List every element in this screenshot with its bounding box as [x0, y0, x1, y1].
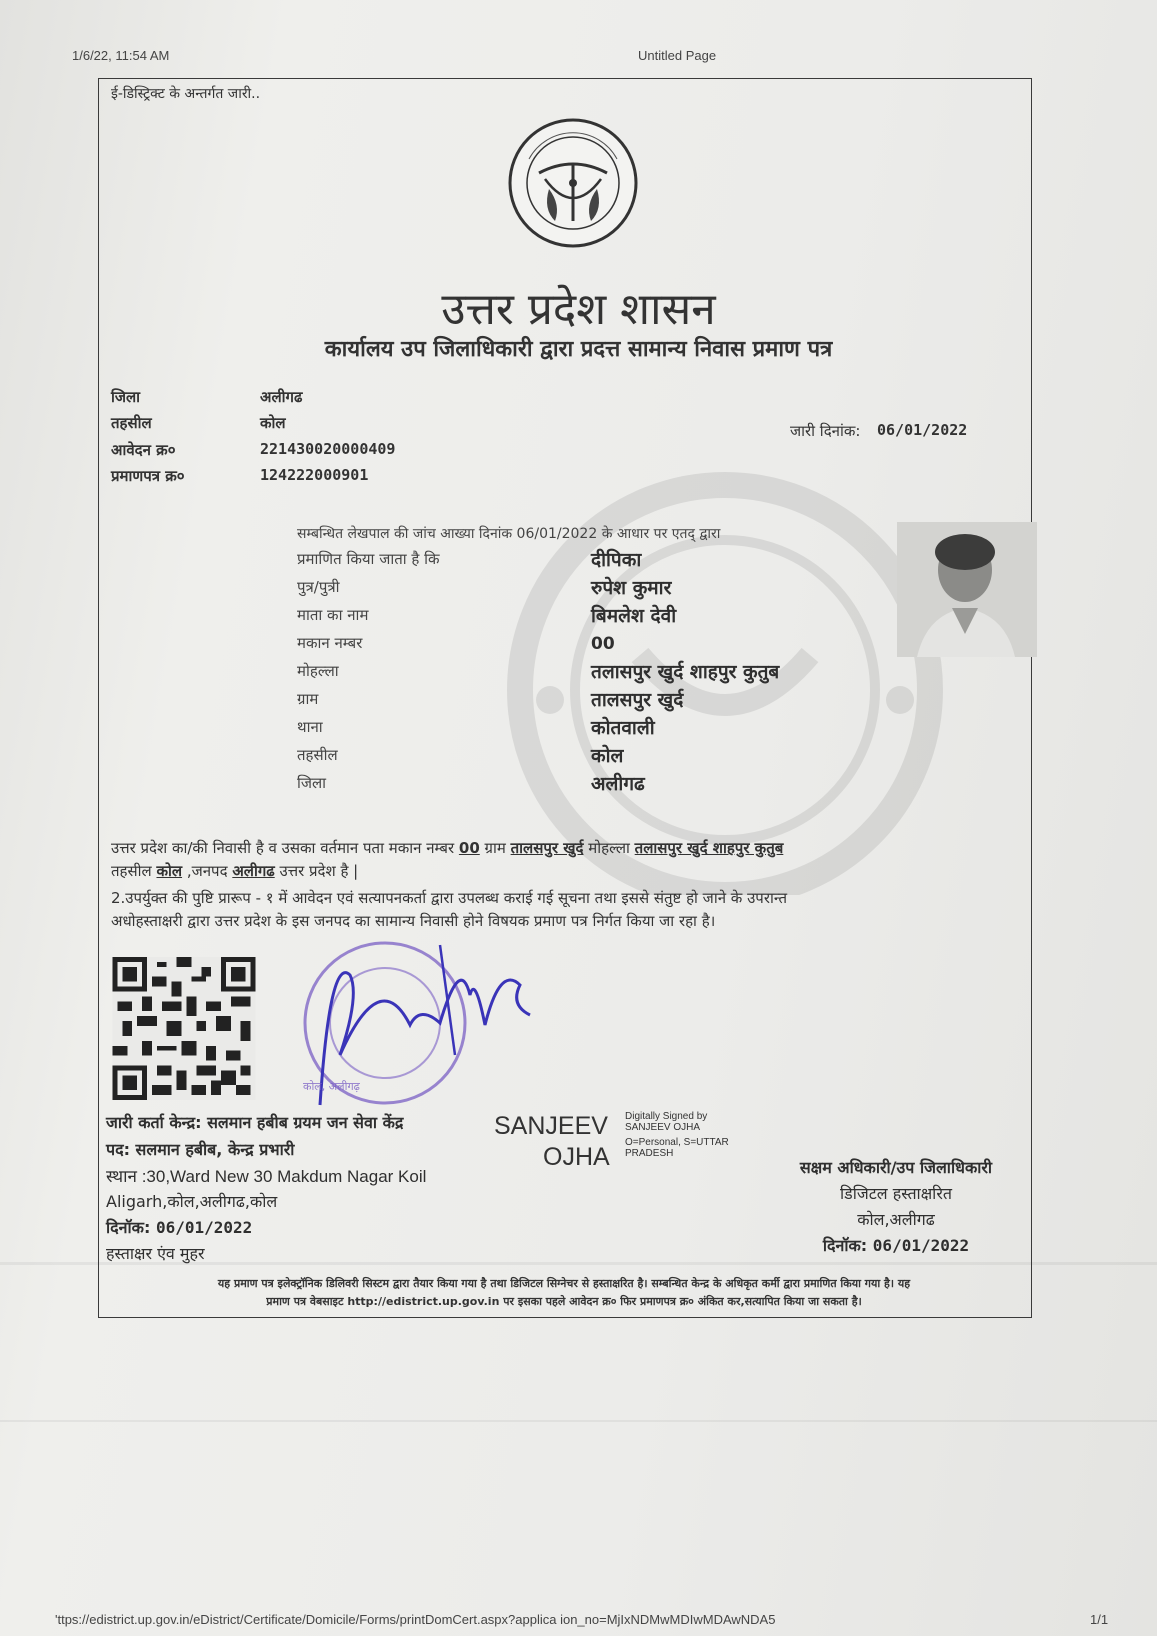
- declaration-line: अधोहस्ताक्षरी द्वारा उत्तर प्रदेश के इस जनपद का सामान्य निवासी होने विषयक प्रमाण पत्र निर्गत किया जा रहा है।: [111, 912, 716, 930]
- signature-line: Digitally Signed by: [625, 1111, 708, 1122]
- issued-under-text: ई-डिस्ट्रिक्ट के अन्तर्गत जारी..: [111, 86, 261, 102]
- signature-line: O=Personal, S=UTTAR: [625, 1137, 729, 1148]
- print-page-number: 1/1: [1090, 1612, 1109, 1627]
- issuer-date: [106, 1216, 252, 1238]
- detail-label: ग्राम: [297, 690, 319, 708]
- intro-text: सम्बन्धित लेखपाल की जांच आख्या दिनांक 06/01/2022 के आधार पर एतद् द्वारा: [297, 526, 721, 542]
- stamp-text: कोल, अलीगढ़: [303, 1080, 360, 1093]
- declaration-line: 2.उपर्युक्त की पुष्टि प्रारूप - १ में आवेदन एवं सत्यापनकर्ता द्वारा उपलब्ध कराई गई सूचना तथा इससे संतुष्ट हो जाने के उपरान्त: [111, 889, 788, 907]
- disclaimer-line: प्रमाण पत्र वेबसाइट http://edistrict.up.gov.in पर इसका पहले आवेदन क्र० फिर प्रमाणपत्र क्र० अंकित कर,सत्यापित किया जा सकता है।: [266, 1295, 862, 1308]
- signature-line: PRADESH: [625, 1148, 674, 1159]
- paragraph-text: उत्तर प्रदेश है |: [274, 862, 359, 880]
- mohalla-value: तलासपुर खुर्द शाहपुर कुतुब: [591, 661, 780, 683]
- paragraph-text: ,जनपद: [182, 862, 233, 880]
- person-photo-icon: [897, 522, 1037, 657]
- certificate-subtitle: कार्यालय उप जिलाधिकारी द्वारा प्रदत्त सामान्य निवास प्रमाण पत्र: [324, 337, 833, 362]
- paragraph-text: ग्राम: [479, 839, 511, 857]
- declaration-paragraph: [111, 887, 1021, 933]
- disclaimer: [108, 1275, 1020, 1311]
- parent-name: रुपेश कुमार: [591, 577, 672, 599]
- issue-date-value: 06/01/2022: [877, 421, 968, 439]
- authority-designation: सक्षम अधिकारी/उप जिलाधिकारी: [799, 1158, 993, 1177]
- district-label: जिला: [111, 388, 141, 406]
- detail-label: पुत्र/पुत्री: [297, 578, 340, 596]
- tehsil-label: तहसील: [111, 414, 152, 432]
- detail-label: जिला: [297, 774, 327, 792]
- residence-paragraph: [111, 837, 1021, 883]
- detail-label: मोहल्ला: [297, 662, 339, 680]
- authority-date-label: दिनॉक:: [822, 1236, 868, 1255]
- digital-signer-last-name: OJHA: [543, 1143, 610, 1171]
- authority-place: कोल,अलीगढ: [857, 1210, 935, 1229]
- certificate-title: उत्तर प्रदेश शासन: [441, 284, 716, 335]
- application-no-value: 221430020000409: [260, 440, 396, 458]
- qr-code: [111, 957, 257, 1100]
- paragraph-text: तहसील: [111, 862, 157, 880]
- detail-label: थाना: [297, 718, 323, 736]
- paragraph-text: उत्तर प्रदेश का/की निवासी है व उसका वर्तमान पता मकान नम्बर: [111, 839, 459, 857]
- sign-and-seal-label: हस्ताक्षर एंव मुहर: [106, 1244, 205, 1263]
- issuer-place-line2: Aligarh,कोल,अलीगढ,कोल: [106, 1192, 278, 1211]
- certificate-no-value: 124222000901: [260, 466, 369, 484]
- issuer-post: पद: सलमान हबीब, केन्द्र प्रभारी: [106, 1140, 295, 1159]
- authority-signed: डिजिटल हस्ताक्षरित: [840, 1184, 952, 1203]
- issuing-centre: जारी कर्ता केन्द्र: सलमान हबीब ग्रयम जन सेवा केंद्र: [106, 1113, 404, 1132]
- application-no-label: आवेदन क्र०: [111, 441, 176, 459]
- paper-crease: [0, 1420, 1157, 1422]
- signature-line: SANJEEV OJHA: [625, 1122, 701, 1133]
- authority-date: [771, 1234, 1021, 1256]
- authority-date-value: 06/01/2022: [872, 1236, 970, 1255]
- mother-name: बिमलेश देवी: [591, 605, 677, 627]
- mohalla-inline: तलासपुर खुर्द शाहपुर कुतुब: [634, 839, 784, 857]
- police-station-value: कोतवाली: [591, 717, 655, 739]
- detail-label: मकान नम्बर: [297, 634, 363, 652]
- paragraph-text: मोहल्ला: [583, 839, 635, 857]
- print-page-title: Untitled Page: [638, 48, 717, 63]
- house-number-inline: 00: [458, 839, 480, 857]
- issue-date-label: जारी दिनांक:: [790, 422, 861, 440]
- village-value: तालसपुर खुर्द: [591, 689, 684, 711]
- issuer-place-line1: स्थान :30,Ward New 30 Makdum Nagar Koil: [106, 1167, 427, 1186]
- tehsil-detail-value: कोल: [591, 745, 624, 767]
- detail-label: तहसील: [297, 746, 338, 764]
- print-datetime: 1/6/22, 11:54 AM: [72, 48, 170, 63]
- district-detail-value: अलीगढ: [591, 773, 645, 795]
- tehsil-inline: कोल: [156, 862, 183, 880]
- issuer-date-value: 06/01/2022: [155, 1218, 253, 1237]
- digital-signer-first-name: SANJEEV: [494, 1112, 608, 1140]
- detail-label: माता का नाम: [297, 606, 369, 624]
- up-government-emblem-icon: [505, 117, 641, 249]
- issuer-date-label: दिनॉक:: [106, 1218, 151, 1237]
- district-inline: अलीगढ: [232, 862, 275, 880]
- district-value: अलीगढ: [260, 388, 303, 406]
- applicant-photo: [897, 522, 1037, 657]
- village-inline: तालसपुर खुर्द: [510, 839, 584, 857]
- applicant-name: दीपिका: [591, 549, 642, 571]
- disclaimer-line: यह प्रमाण पत्र इलेक्ट्रॉनिक डिलिवरी सिस्टम द्वारा तैयार किया गया है तथा डिजिटल सिग्नेचर से हस्ताक्षरित है। सम्बन्धित केन्द्र के अधिकृत कर्मी द्वारा प्रमाणित किया गया है। यह: [217, 1277, 911, 1290]
- print-url: 'ttps://edistrict.up.gov.in/eDistrict/Certificate/Domicile/Forms/printDomCert.aspx?applica ion_no=MjIxNDMwMDIwMDAwNDA5: [55, 1612, 776, 1627]
- detail-label: प्रमाणित किया जाता है कि: [297, 550, 440, 568]
- tehsil-value: कोल: [260, 414, 286, 432]
- certificate-no-label: प्रमाणपत्र क्र०: [111, 467, 185, 485]
- house-number: 00: [591, 634, 615, 654]
